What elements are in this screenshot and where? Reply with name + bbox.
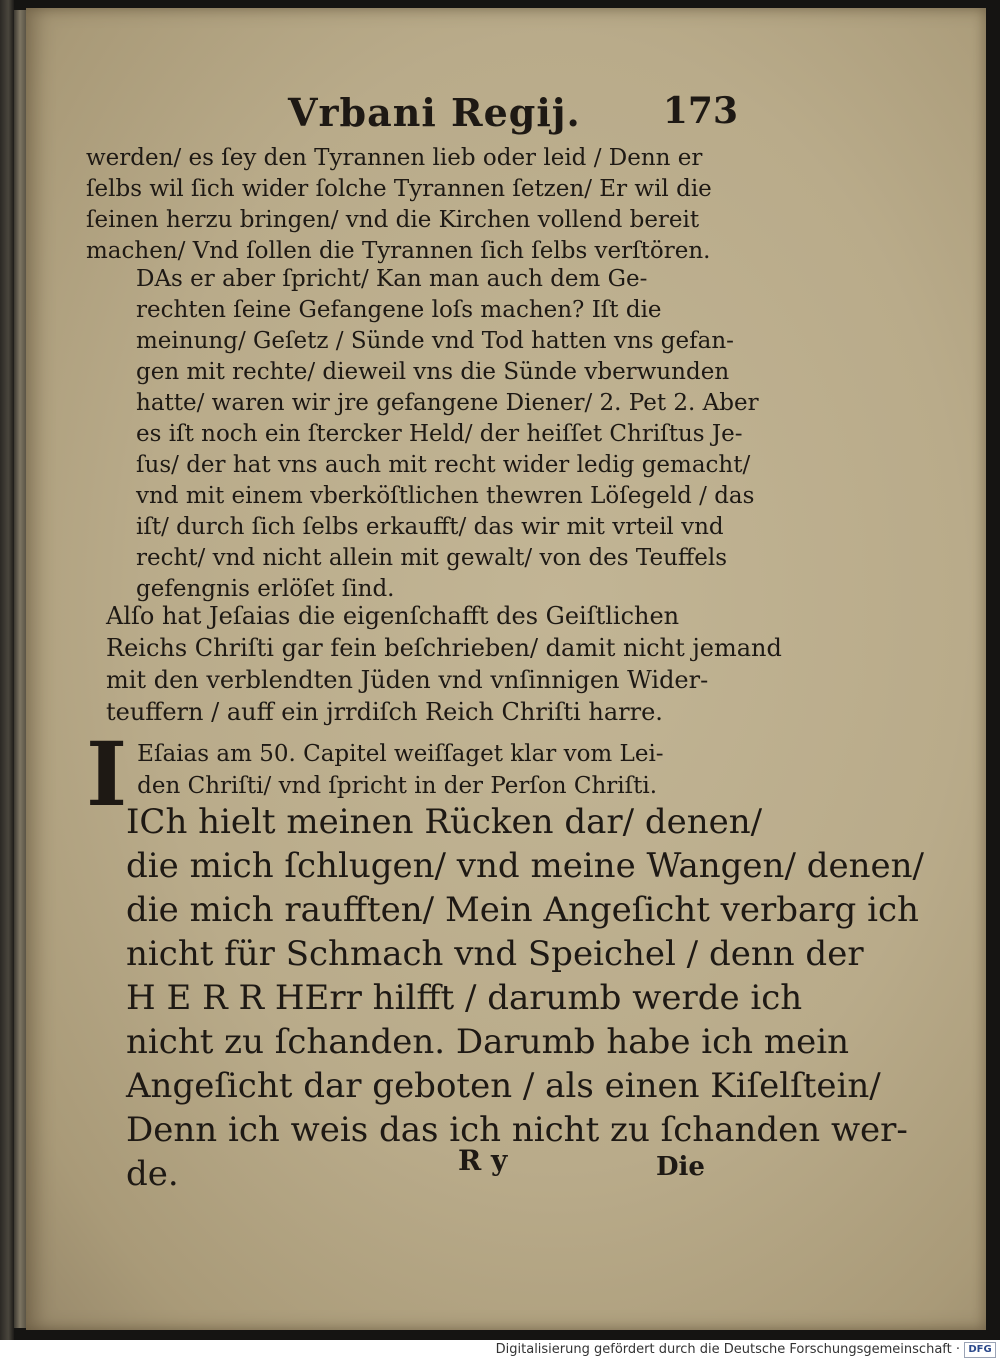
text-line: mit den verblendten Jüden vnd vnſinnigen Wider- xyxy=(106,666,709,694)
catchword: Die xyxy=(656,1152,705,1182)
text-line: Reichs Chriſti gar fein beſchrieben/ damit nicht jemand xyxy=(106,634,782,662)
text-line: ſeinen herzu bringen/ vnd die Kirchen vollend bereit xyxy=(86,207,700,233)
text-line: Alſo hat Jeſaias die eigenſchafft des Geiſtlichen xyxy=(106,602,680,630)
funding-credit: Digitalisierung gefördert durch die Deutsche Forschungsgemeinschaft · xyxy=(495,1342,960,1357)
dfg-logo: DFG xyxy=(964,1342,996,1358)
text-line: Angeſicht dar geboten / als einen Kiſelſtein/ xyxy=(126,1066,881,1106)
text-line: nicht zu ſchanden. Darumb habe ich mein xyxy=(126,1022,849,1062)
book-spine-edge xyxy=(14,10,26,1328)
drop-cap-initial: I xyxy=(86,722,128,826)
text-line: Eſaias am 50. Capitel weiſſaget klar vom Lei- xyxy=(137,741,664,767)
running-title: Vrbani Regij. xyxy=(288,90,581,135)
paragraph-1 xyxy=(86,143,736,267)
text-line: recht/ vnd nicht allein mit gewalt/ von des Teuffels xyxy=(136,545,727,571)
text-line: DAs er aber ſpricht/ Kan man auch dem Ge- xyxy=(136,266,648,292)
paragraph-5-quotation xyxy=(78,800,924,1196)
text-line: teuffern / auff ein jrrdiſch Reich Chriſti harre. xyxy=(106,698,663,726)
text-line: ſus/ der hat vns auch mit recht wider ledig gemacht/ xyxy=(136,452,751,478)
paragraph-3 xyxy=(86,600,782,728)
text-line: gefengnis erlöſet ſind. xyxy=(136,576,395,602)
text-line: den Chriſti/ vnd ſpricht in der Perſon Chriſti. xyxy=(137,773,658,799)
text-line: ſelbs wil ſich wider ſolche Tyrannen ſetzen/ Er wil die xyxy=(86,176,712,202)
page-number: 173 xyxy=(662,90,738,132)
text-line: vnd mit einem vberköſtlichen thewren Löſegeld / das xyxy=(136,483,755,509)
text-line: H E R R HErr hilfft / darumb werde ich xyxy=(126,978,803,1018)
scan-left-edge xyxy=(0,0,14,1340)
footer-bar xyxy=(0,1340,1000,1362)
text-line: hatte/ waren wir jre gefangene Diener/ 2. Pet 2. Aber xyxy=(136,390,759,416)
text-line: machen/ Vnd ſollen die Tyrannen ſich ſelbs verſtören. xyxy=(86,238,711,264)
signature-mark: R y xyxy=(458,1144,508,1177)
text-line: iſt/ durch ſich ſelbs erkaufft/ das wir mit vrteil vnd xyxy=(136,514,724,540)
text-line: rechten ſeine Gefangene loſs machen? Iſt die xyxy=(136,297,662,323)
text-line: die mich ſchlugen/ vnd meine Wangen/ denen/ xyxy=(126,846,924,886)
text-line: es iſt noch ein ſtercker Held/ der heiſſet Chriſtus Je- xyxy=(136,421,743,447)
text-line: werden/ es ſey den Tyrannen lieb oder leid / Denn er xyxy=(86,145,703,171)
text-line: nicht für Schmach vnd Speichel / denn der xyxy=(126,934,864,974)
text-line: meinung/ Geſetz / Sünde vnd Tod hatten vns gefan- xyxy=(136,328,734,354)
text-line: Denn ich weis das ich nicht zu ſchanden wer- xyxy=(126,1110,908,1150)
paragraph-2 xyxy=(86,264,759,605)
text-line: ICh hielt meinen Rücken dar/ denen/ xyxy=(126,802,763,842)
book-page xyxy=(26,8,986,1330)
text-line: de. xyxy=(126,1154,179,1194)
page-header xyxy=(288,90,738,140)
text-line: die mich raufften/ Mein Angeſicht verbarg ich xyxy=(126,890,919,930)
text-line: gen mit rechte/ dieweil vns die Sünde vberwunden xyxy=(136,359,730,385)
